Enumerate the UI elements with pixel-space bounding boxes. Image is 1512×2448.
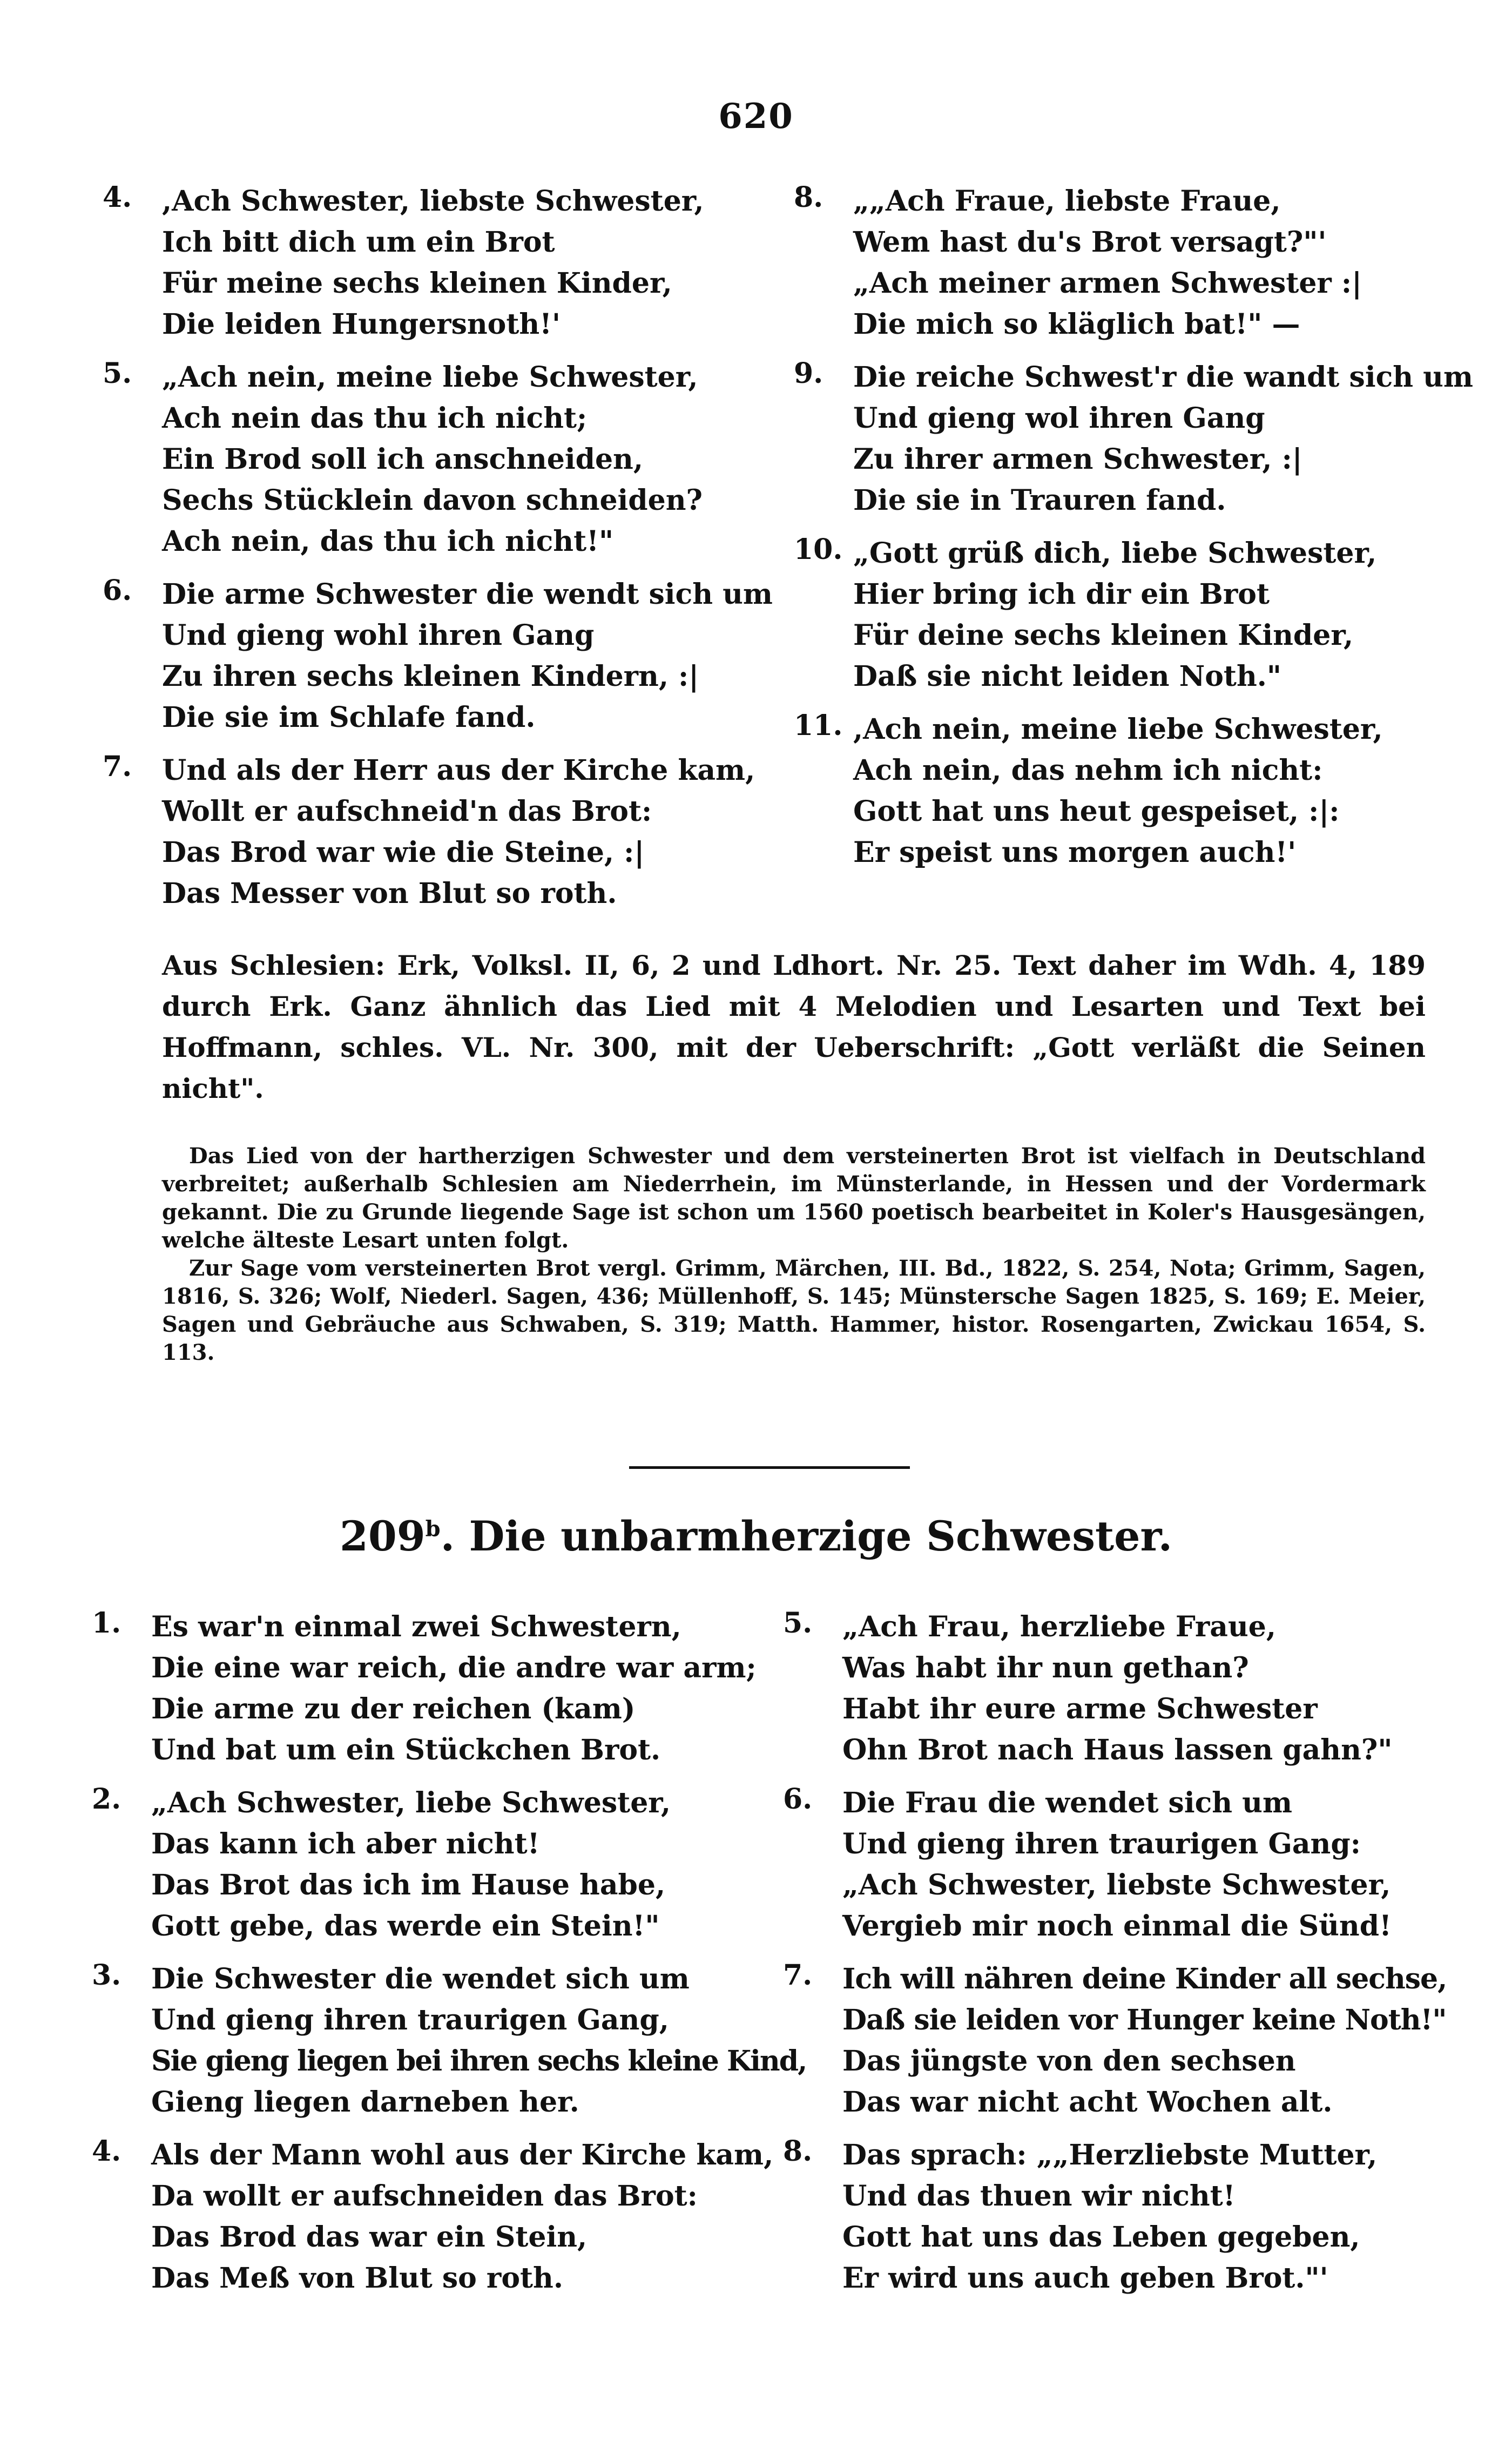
verse-line: Und das thuen wir nicht!	[842, 2180, 1236, 2213]
verse-line: Und gieng wol ihren Gang	[853, 402, 1265, 435]
verse-line: Gott hat uns das Leben gegeben,	[842, 2221, 1360, 2254]
verse-line: Ach nein, das thu ich nicht!"	[162, 525, 614, 558]
commentary-paragraph: Zur Sage vom versteinerten Brot vergl. Grimm, Märchen, III. Bd., 1822, S. 254, Nota; Grimm, Sagen, 1816, S. 326; Wolf, Niederl. Sagen, 436; Müllenhoff, S. 145; Münstersche Sagen 1825, S. 169; E. Meier, Sagen und Gebräuche aus Schwaben, S. 319; Matth. Hammer, histor. Rosengarten, Zwickau 1654, S. 113.	[162, 1256, 1426, 1365]
verse-line: ,Ach Schwester, liebste Schwester,	[162, 185, 704, 218]
verse-line: Die arme Schwester die wendt sich um	[162, 578, 773, 611]
stanza	[794, 533, 1442, 697]
verse-line: Gieng liegen darneben her.	[151, 2086, 579, 2119]
verse-line: Gott gebe, das werde ein Stein!"	[151, 1910, 660, 1943]
verse-line: Vergieb mir noch einmal die Sünd!	[842, 1910, 1392, 1943]
verse-line: Das Brod das war ein Stein,	[151, 2221, 588, 2254]
verse-line: Die Frau die wendet sich um	[842, 1786, 1292, 1819]
stanza-number: 10.	[794, 533, 843, 566]
stanza-number: 3.	[92, 1959, 122, 1992]
stanza	[92, 1959, 807, 2123]
verse-line: Sechs Stücklein davon schneiden?	[162, 484, 703, 517]
stanza	[103, 357, 767, 562]
verse-line: Das Meß von Blut so roth.	[151, 2262, 563, 2295]
song-number-suffix: b	[425, 1516, 441, 1542]
stanza	[92, 1607, 778, 1771]
page-number: 620	[718, 96, 794, 137]
verse-line: „Ach meiner armen Schwester :|	[853, 267, 1362, 300]
verse-line: Und gieng ihren traurigen Gang:	[842, 1827, 1361, 1860]
verse-line: Wem hast du's Brot versagt?"'	[853, 226, 1327, 259]
stanza	[794, 709, 1442, 873]
verse-line: Es war'n einmal zwei Schwestern,	[151, 1610, 681, 1643]
verse-line: Die eine war reich, die andre war arm;	[151, 1651, 757, 1684]
verse-line: Zu ihren sechs kleinen Kindern, :|	[162, 660, 699, 693]
verse-line: Wollt er aufschneid'n das Brot:	[162, 795, 652, 828]
verse-line: Sie gieng liegen bei ihren sechs kleine Kind,	[151, 2045, 807, 2078]
verse-line: Habt ihr eure arme Schwester	[842, 1692, 1318, 1725]
verse-line: „Ach nein, meine liebe Schwester,	[162, 361, 698, 394]
verse-line: Ich bitt dich um ein Brot	[162, 226, 555, 259]
stanza-number: 8.	[794, 181, 824, 214]
verse-line: Das sprach: „„Herzliebste Mutter,	[842, 2139, 1378, 2171]
verse-line: Er wird uns auch geben Brot."'	[842, 2262, 1328, 2295]
verse-line: Das war nicht acht Wochen alt.	[842, 2086, 1333, 2119]
verse-line: Und als der Herr aus der Kirche kam,	[162, 754, 755, 787]
stanza-number: 11.	[794, 709, 843, 742]
verse-line: „Ach Frau, herzliebe Fraue,	[842, 1610, 1276, 1643]
verse-line: Für deine sechs kleinen Kinder,	[853, 619, 1354, 652]
verse-line: Die reiche Schwest'r die wandt sich um	[853, 361, 1473, 394]
stanza-number: 7.	[783, 1959, 813, 1992]
stanza-number: 8.	[783, 2135, 813, 2168]
section2-left-column	[92, 1607, 807, 2311]
commentary-paragraph: Das Lied von der hartherzigen Schwester und dem versteinerten Brot ist vielfach in Deutschland verbreitet; außerhalb Schlesien am Niederrhein, im Münsterlande, in Hessen und der Vordermark gekannt. Die zu Grunde liegende Sage ist schon um 1560 poetisch bearbeitet in Koler's Hausgesängen, welche älteste Lesart unten folgt.	[162, 1143, 1426, 1253]
stanza-number: 9.	[794, 357, 824, 390]
verse-line: Ich will nähren deine Kinder all sechse,	[842, 1963, 1447, 1995]
stanza	[783, 2135, 1458, 2299]
verse-line: Daß sie nicht leiden Noth."	[853, 660, 1281, 693]
stanza	[103, 750, 767, 914]
verse-line: Die Schwester die wendet sich um	[151, 1963, 690, 1995]
commentary	[162, 1142, 1426, 1367]
verse-line: Ein Brod soll ich anschneiden,	[162, 443, 643, 476]
verse-line: Und gieng wohl ihren Gang	[162, 619, 595, 652]
verse-line: Die arme zu der reichen (kam)	[151, 1692, 636, 1725]
stanza-number: 4.	[92, 2135, 122, 2168]
stanza-number: 4.	[103, 181, 132, 214]
section2-right-column	[783, 1607, 1458, 2311]
verse-line: Das Brot das ich im Hause habe,	[151, 1869, 666, 1901]
section-divider	[629, 1466, 910, 1469]
verse-line: Gott hat uns heut gespeiset, :|:	[853, 795, 1340, 828]
stanza-number: 7.	[103, 750, 132, 783]
verse-line: Das kann ich aber nicht!	[151, 1827, 540, 1860]
stanza-number: 2.	[92, 1783, 122, 1816]
verse-line: Und gieng ihren traurigen Gang,	[151, 2004, 669, 2036]
stanza	[103, 574, 773, 738]
verse-line: Ohn Brot nach Haus lassen gahn?"	[842, 1734, 1393, 1766]
stanza	[783, 1607, 1458, 1771]
stanza-number: 6.	[783, 1783, 813, 1816]
verse-line: „Ach Schwester, liebe Schwester,	[151, 1786, 671, 1819]
stanza-number: 5.	[783, 1607, 813, 1640]
verse-line: Zu ihrer armen Schwester, :|	[853, 443, 1302, 476]
stanza	[794, 181, 1442, 345]
verse-line: „Ach Schwester, liebste Schwester,	[842, 1869, 1391, 1901]
stanza	[794, 357, 1473, 521]
verse-line: „„Ach Fraue, liebste Fraue,	[853, 185, 1281, 218]
stanza-number: 1.	[92, 1607, 122, 1640]
song-number: 209	[339, 1512, 426, 1560]
song-title-text: . Die unbarmherzige Schwester.	[440, 1512, 1173, 1560]
stanza	[103, 181, 767, 345]
verse-line: Was habt ihr nun gethan?	[842, 1651, 1249, 1684]
stanza	[92, 1783, 778, 1947]
stanza	[783, 1959, 1458, 2123]
verse-line: Ach nein, das nehm ich nicht:	[853, 754, 1323, 787]
song-title	[0, 1512, 1512, 1560]
verse-line: Die mich so kläglich bat!" —	[853, 308, 1300, 341]
verse-line: Ach nein das thu ich nicht;	[162, 402, 588, 435]
verse-line: Und bat um ein Stückchen Brot.	[151, 1734, 661, 1766]
stanza	[783, 1783, 1458, 1947]
section1-right-column	[794, 181, 1473, 885]
verse-line: Er speist uns morgen auch!'	[853, 836, 1297, 869]
verse-line: Als der Mann wohl aus der Kirche kam,	[151, 2139, 774, 2171]
verse-line: Das Messer von Blut so roth.	[162, 877, 617, 910]
section1-left-column	[103, 181, 773, 926]
stanza-number: 6.	[103, 574, 132, 607]
verse-line: Da wollt er aufschneiden das Brot:	[151, 2180, 698, 2213]
verse-line: Das jüngste von den sechsen	[842, 2045, 1296, 2078]
stanza-number: 5.	[103, 357, 132, 390]
verse-line: Die leiden Hungersnoth!'	[162, 308, 561, 341]
verse-line: Hier bring ich dir ein Brot	[853, 578, 1270, 611]
verse-line: ,Ach nein, meine liebe Schwester,	[853, 713, 1383, 746]
source-note	[162, 945, 1426, 1109]
verse-line: Daß sie leiden vor Hunger keine Noth!"	[842, 2004, 1447, 2036]
verse-line: Die sie in Trauren fand.	[853, 484, 1226, 517]
source-note-text: Aus Schlesien: Erk, Volksl. II, 6, 2 und Ldhort. Nr. 25. Text daher im Wdh. 4, 189 durch Erk. Ganz ähnlich das Lied mit 4 Melodien und Lesarten und Text bei Hoffmann, schles. VL. Nr. 300, mit der Ueberschrift: „Gott verläßt die Seinen nicht".	[162, 949, 1426, 1104]
verse-line: Die sie im Schlafe fand.	[162, 701, 536, 734]
verse-line: Für meine sechs kleinen Kinder,	[162, 267, 672, 300]
stanza	[92, 2135, 778, 2299]
verse-line: Das Brod war wie die Steine, :|	[162, 836, 645, 869]
verse-line: „Gott grüß dich, liebe Schwester,	[853, 537, 1377, 570]
